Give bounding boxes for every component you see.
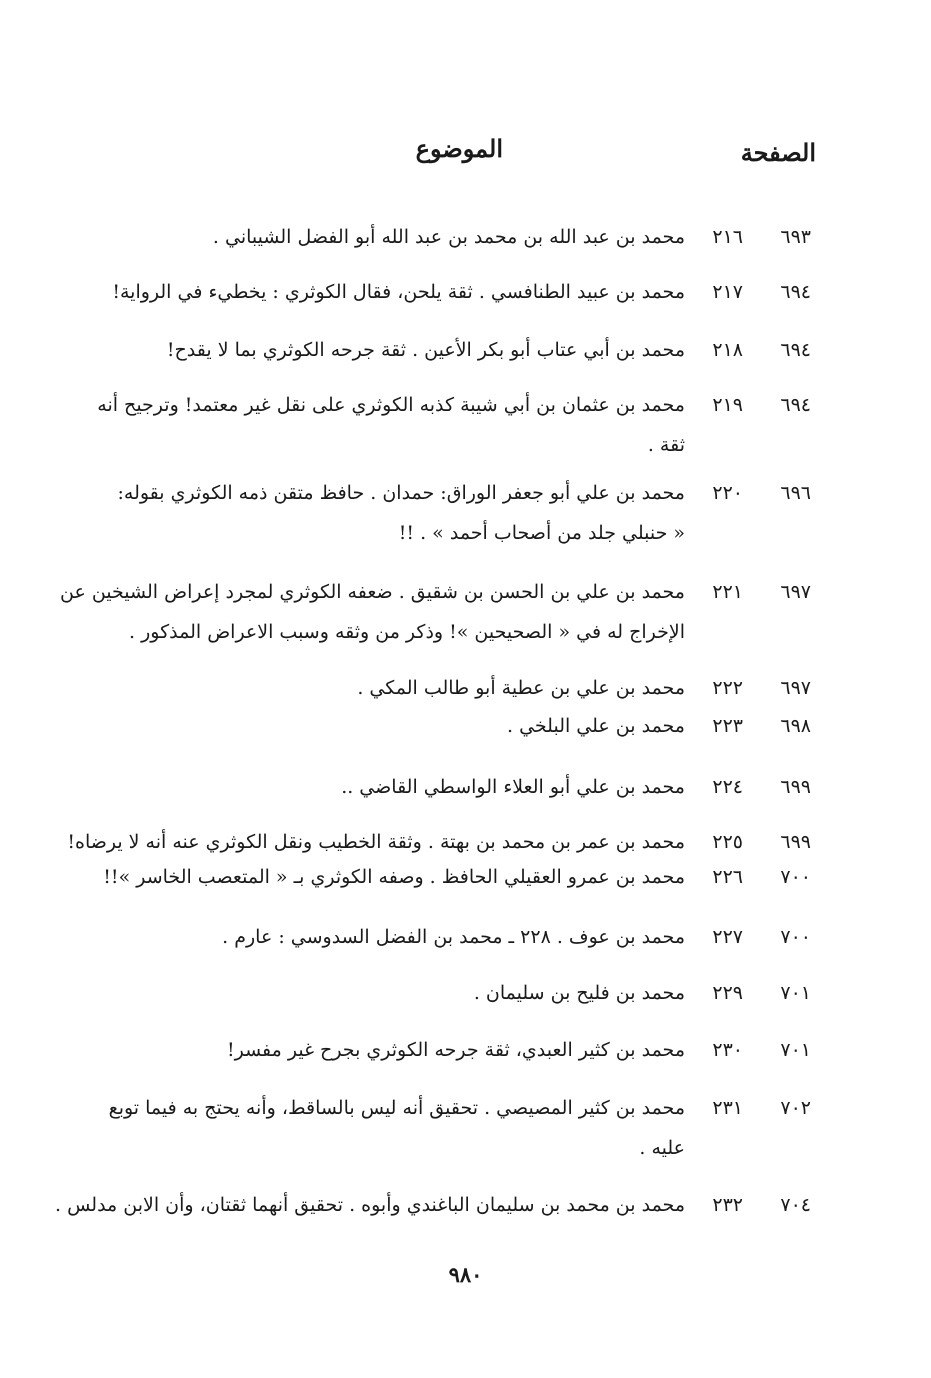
list-item xyxy=(0,973,931,1013)
entry-page: ٦٩٤ xyxy=(780,281,811,303)
entry-text: محمد بن علي البلخي . xyxy=(506,715,685,737)
entry-text: محمد بن أبي عتاب أبو بكر الأعين . ثقة جرحه الكوثري بما لا يقدح! xyxy=(166,339,685,361)
entry-text: محمد بن محمد بن سليمان الباغندي وأبوه . تحقيق أنهما ثقتان، وأن الابن مدلس . xyxy=(54,1194,685,1216)
entry-text: محمد بن علي أبو جعفر الوراق: حمدان . حافظ متقن ذمه الكوثري بقوله: xyxy=(117,482,685,504)
entry-page: ٦٩٩ xyxy=(780,831,811,853)
entry-number: ٢٢٩ xyxy=(712,982,743,1004)
entry-text-continued: ثقة . xyxy=(647,434,685,456)
entry-number: ٢٢٤ xyxy=(712,776,743,798)
list-item xyxy=(0,822,931,862)
entry-text: محمد بن عبد الله بن محمد بن عبد الله أبو الفضل الشيباني . xyxy=(212,226,685,248)
entry-text: محمد بن علي بن الحسن بن شقيق . ضعفه الكوثري لمجرد إعراض الشيخين عن xyxy=(60,581,685,603)
entry-number: ٢١٧ xyxy=(712,281,743,303)
page-number: ٩٨٠ xyxy=(448,1262,483,1287)
entry-page: ٦٩٧ xyxy=(780,677,811,699)
entry-text-continued: « حنبلي جلد من أصحاب أحمد » . !! xyxy=(398,522,685,544)
entry-number: ٢٢٥ xyxy=(712,831,743,853)
entry-number: ٢٣١ xyxy=(712,1097,743,1119)
entry-text: محمد بن عوف . ٢٢٨ ـ محمد بن الفضل السدوسي : عارم . xyxy=(222,926,685,948)
entry-number: ٢٢٣ xyxy=(712,715,743,737)
entry-text: محمد بن عمر بن محمد بن بهتة . وثقة الخطيب ونقل الكوثري عنه أنه لا يرضاه! xyxy=(67,831,685,853)
entry-number: ٢١٩ xyxy=(712,394,743,416)
entry-page: ٧٠٢ xyxy=(780,1097,811,1119)
list-item xyxy=(0,272,931,312)
entry-text: محمد بن علي بن عطية أبو طالب المكي . xyxy=(357,677,685,699)
entry-number: ٢٢٦ xyxy=(712,866,743,888)
entry-page: ٦٩٩ xyxy=(780,776,811,798)
entry-text: محمد بن كثير العبدي، ثقة جرحه الكوثري بجرح غير مفسر! xyxy=(226,1039,685,1061)
entry-page: ٧٠٠ xyxy=(780,866,811,888)
entry-text: محمد بن عثمان بن أبي شيبة كذبه الكوثري على نقل غير معتمد! وترجيح أنه xyxy=(97,394,685,416)
entry-page: ٦٩٨ xyxy=(780,715,811,737)
entry-text-continued: عليه . xyxy=(639,1137,685,1159)
list-item xyxy=(0,572,931,643)
list-item xyxy=(0,857,931,897)
entry-number: ٢٣٠ xyxy=(712,1039,743,1061)
entry-page: ٦٩٤ xyxy=(780,339,811,361)
entry-number: ٢١٦ xyxy=(712,226,743,248)
entry-page: ٧٠١ xyxy=(780,982,811,1004)
list-item xyxy=(0,917,931,957)
entry-page: ٧٠٠ xyxy=(780,926,811,948)
entry-text: محمد بن عبيد الطنافسي . ثقة يلحن، فقال الكوثري : يخطيء في الرواية! xyxy=(112,281,685,303)
entry-text: محمد بن فليح بن سليمان . xyxy=(473,982,685,1004)
entry-number: ٢٢٧ xyxy=(712,926,743,948)
page-column-header: الصفحة xyxy=(740,138,816,167)
entry-number: ٢٢١ xyxy=(712,581,743,603)
list-item xyxy=(0,1185,931,1225)
topic-column-header: الموضوع xyxy=(415,134,503,163)
entry-number: ٢٢٢ xyxy=(712,677,743,699)
entry-text-continued: الإخراج له في « الصحيحين »! وذكر من وثقه وسبب الاعراض المذكور . xyxy=(129,621,685,643)
list-item xyxy=(0,1030,931,1070)
entry-number: ٢٢٠ xyxy=(712,482,743,504)
list-item xyxy=(0,330,931,370)
entry-page: ٦٩٣ xyxy=(780,226,811,248)
list-item xyxy=(0,767,931,807)
entry-number: ٢١٨ xyxy=(712,339,743,361)
list-item xyxy=(0,385,931,456)
entry-page: ٧٠١ xyxy=(780,1039,811,1061)
entry-number: ٢٣٢ xyxy=(712,1194,743,1216)
list-item xyxy=(0,217,931,257)
list-item xyxy=(0,1088,931,1159)
entry-text: محمد بن علي أبو العلاء الواسطي القاضي .. xyxy=(341,776,685,798)
list-item xyxy=(0,473,931,544)
list-item xyxy=(0,706,931,746)
list-item xyxy=(0,668,931,708)
entry-page: ٦٩٦ xyxy=(780,482,811,504)
entry-text: محمد بن عمرو العقيلي الحافظ . وصفه الكوثري بـ « المتعصب الخاسر »!! xyxy=(103,866,685,888)
entry-page: ٦٩٧ xyxy=(780,581,811,603)
entry-page: ٧٠٤ xyxy=(780,1194,811,1216)
entry-text: محمد بن كثير المصيصي . تحقيق أنه ليس بالساقط، وأنه يحتج به فيما توبع xyxy=(108,1097,685,1119)
entry-page: ٦٩٤ xyxy=(780,394,811,416)
